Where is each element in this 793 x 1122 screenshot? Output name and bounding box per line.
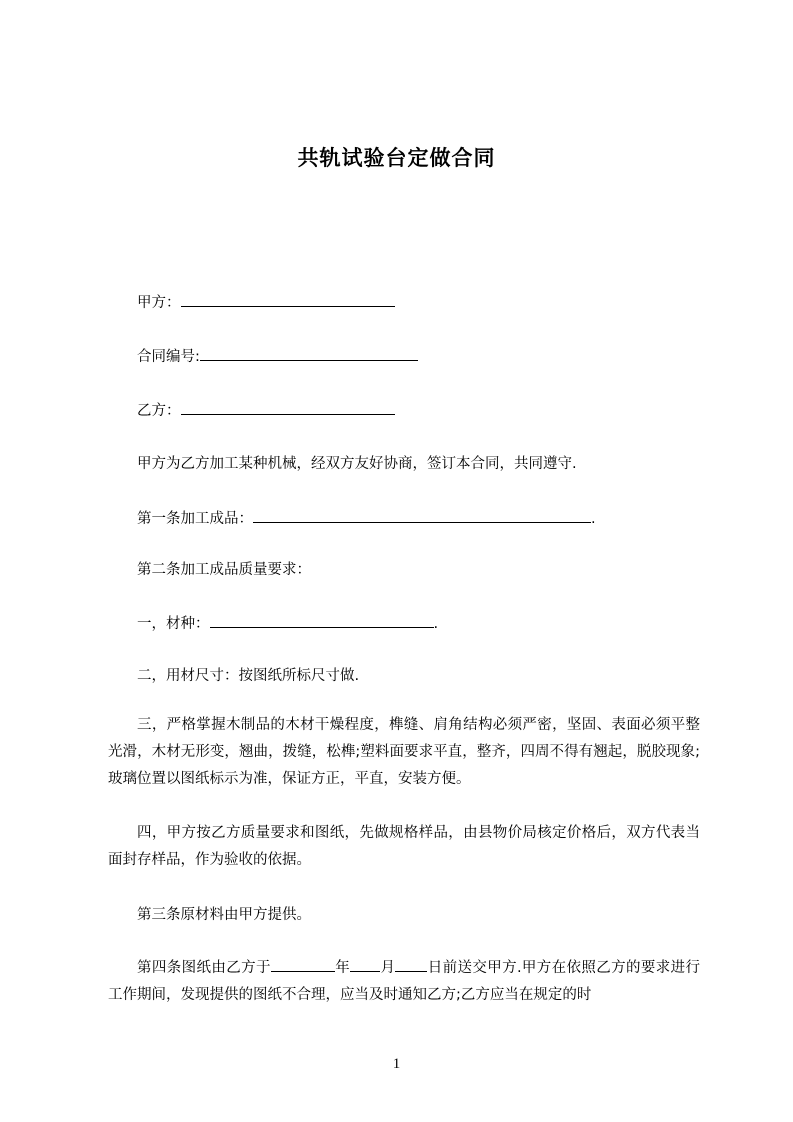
item2-line: 二，用材尺寸：按图纸所标尺寸做.	[137, 668, 360, 684]
page-number: 1	[392, 1056, 401, 1072]
article3-line: 第三条原材料由甲方提供。	[137, 907, 311, 923]
party-a-line	[137, 292, 395, 313]
party-b-blank	[181, 400, 395, 415]
contract-no-line	[137, 346, 418, 367]
article2-title: 第二条加工成品质量要求：	[137, 562, 311, 578]
article4-part1: 第四条图纸由乙方于	[137, 960, 271, 976]
item1-end: .	[433, 616, 439, 632]
contract-no-blank	[200, 346, 418, 361]
party-b-line	[137, 400, 395, 421]
document-title: 共轨试验台定做合同	[297, 146, 496, 170]
article4-day-blank	[395, 957, 427, 972]
party-b-label: 乙方：	[137, 403, 181, 419]
item4-paragraph	[108, 820, 700, 874]
article1-line	[137, 508, 596, 529]
article1-end: .	[591, 511, 596, 527]
item3-text: 三，严格掌握木制品的木材干燥程度，榫缝、肩角结构必须严密，坚固、表面必须平整光滑，木材无形变，翘曲，拨缝，松榫;塑料面要求平直，整齐，四周不得有翘起，脱胶现象;玻璃位置以图纸标示为准，保证方正，平直，安装方便。	[108, 717, 700, 787]
item1-blank	[210, 613, 434, 628]
item1-line	[137, 613, 438, 634]
intro-line: 甲方为乙方加工某种机械，经双方友好协商，签订本合同，共同遵守.	[137, 456, 577, 472]
article4-month-blank	[350, 957, 380, 972]
article4-year: 年	[334, 960, 351, 976]
item1-label: 一，材种：	[137, 616, 210, 632]
item3-paragraph	[108, 712, 700, 793]
article1-blank	[253, 508, 591, 523]
article4-part2: 日前送交甲方.甲方在依照乙方的要求进行工作期间，发现提供的图纸不合理，应当及时通知乙方;乙方应当在规定的时	[108, 960, 701, 1003]
article4-year-blank	[271, 957, 335, 972]
article4-paragraph	[108, 955, 700, 1009]
party-a-blank	[181, 292, 395, 307]
item4-text: 四，甲方按乙方质量要求和图纸，先做规格样品，由县物价局核定价格后，双方代表当面封存样品，作为验收的依据。	[108, 825, 700, 868]
party-a-label: 甲方：	[137, 295, 181, 311]
article1-label: 第一条加工成品：	[137, 511, 253, 527]
contract-no-label: 合同编号:	[137, 349, 200, 365]
article4-month: 月	[380, 960, 396, 976]
